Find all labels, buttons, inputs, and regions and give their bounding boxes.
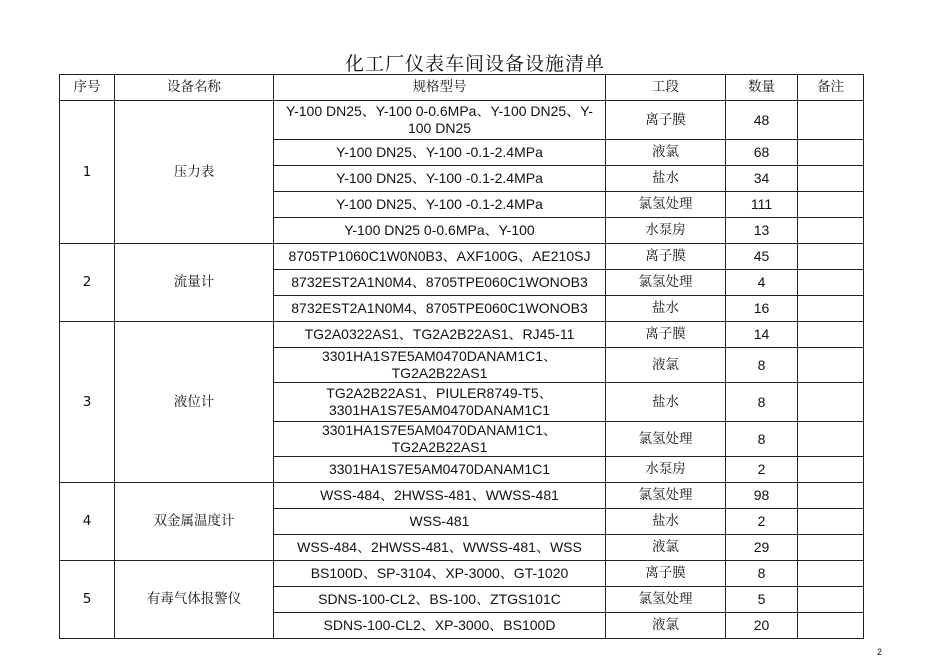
note-cell bbox=[798, 561, 864, 587]
group-name: 双金属温度计 bbox=[115, 483, 274, 561]
qty-cell: 16 bbox=[726, 296, 798, 322]
spec-cell: BS100D、SP-3104、XP-3000、GT-1020 bbox=[274, 561, 606, 587]
spec-cell: 8732EST2A1N0M4、8705TPE060C1WONOB3 bbox=[274, 296, 606, 322]
qty-cell: 8 bbox=[726, 348, 798, 383]
qty-cell: 111 bbox=[726, 192, 798, 218]
spec-cell: SDNS-100-CL2、BS-100、ZTGS101C bbox=[274, 587, 606, 613]
header-name: 设备名称 bbox=[115, 75, 274, 101]
group-no: 2 bbox=[60, 244, 115, 322]
group-no: 4 bbox=[60, 483, 115, 561]
section-cell: 氯氢处理 bbox=[606, 483, 726, 509]
table-row bbox=[60, 101, 864, 140]
header-note: 备注 bbox=[798, 75, 864, 101]
section-cell: 液氯 bbox=[606, 535, 726, 561]
spec-cell: TG2A0322AS1、TG2A2B22AS1、RJ45-11 bbox=[274, 322, 606, 348]
section-cell: 液氯 bbox=[606, 613, 726, 639]
spec-cell: Y-100 DN25、Y-100 0-0.6MPa、Y-100 DN25、Y-100 DN25 bbox=[274, 101, 606, 140]
note-cell bbox=[798, 140, 864, 166]
table-body bbox=[60, 101, 864, 639]
section-cell: 氯氢处理 bbox=[606, 270, 726, 296]
header-spec: 规格型号 bbox=[274, 75, 606, 101]
qty-cell: 5 bbox=[726, 587, 798, 613]
note-cell bbox=[798, 192, 864, 218]
qty-cell: 13 bbox=[726, 218, 798, 244]
spec-cell: Y-100 DN25 0-0.6MPa、Y-100 bbox=[274, 218, 606, 244]
qty-cell: 34 bbox=[726, 166, 798, 192]
note-cell bbox=[798, 322, 864, 348]
spec-cell: WSS-481 bbox=[274, 509, 606, 535]
qty-cell: 8 bbox=[726, 383, 798, 422]
qty-cell: 2 bbox=[726, 509, 798, 535]
qty-cell: 8 bbox=[726, 561, 798, 587]
note-cell bbox=[798, 422, 864, 457]
section-cell: 离子膜 bbox=[606, 101, 726, 140]
group-no: 3 bbox=[60, 322, 115, 483]
group-name: 有毒气体报警仪 bbox=[115, 561, 274, 639]
note-cell bbox=[798, 613, 864, 639]
note-cell bbox=[798, 270, 864, 296]
qty-cell: 45 bbox=[726, 244, 798, 270]
section-cell: 水泵房 bbox=[606, 218, 726, 244]
note-cell bbox=[798, 166, 864, 192]
section-cell: 水泵房 bbox=[606, 457, 726, 483]
table-row bbox=[60, 322, 864, 348]
spec-cell: Y-100 DN25、Y-100 -0.1-2.4MPa bbox=[274, 166, 606, 192]
note-cell bbox=[798, 457, 864, 483]
group-no: 1 bbox=[60, 101, 115, 244]
qty-cell: 14 bbox=[726, 322, 798, 348]
note-cell bbox=[798, 348, 864, 383]
group-name: 液位计 bbox=[115, 322, 274, 483]
note-cell bbox=[798, 296, 864, 322]
spec-cell: Y-100 DN25、Y-100 -0.1-2.4MPa bbox=[274, 140, 606, 166]
note-cell bbox=[798, 587, 864, 613]
qty-cell: 4 bbox=[726, 270, 798, 296]
qty-cell: 48 bbox=[726, 101, 798, 140]
note-cell bbox=[798, 535, 864, 561]
note-cell bbox=[798, 218, 864, 244]
spec-cell: TG2A2B22AS1、PIULER8749-T5、3301HA1S7E5AM0470DANAM1C1 bbox=[274, 383, 606, 422]
section-cell: 盐水 bbox=[606, 296, 726, 322]
table-row bbox=[60, 483, 864, 509]
spec-cell: WSS-484、2HWSS-481、WWSS-481 bbox=[274, 483, 606, 509]
section-cell: 离子膜 bbox=[606, 322, 726, 348]
spec-cell: 3301HA1S7E5AM0470DANAM1C1、TG2A2B22AS1 bbox=[274, 422, 606, 457]
page-number: 2 bbox=[876, 647, 882, 657]
section-cell: 液氯 bbox=[606, 348, 726, 383]
spec-cell: 3301HA1S7E5AM0470DANAM1C1、TG2A2B22AS1 bbox=[274, 348, 606, 383]
table-header-row bbox=[60, 75, 864, 101]
qty-cell: 29 bbox=[726, 535, 798, 561]
section-cell: 盐水 bbox=[606, 509, 726, 535]
spec-cell: WSS-484、2HWSS-481、WWSS-481、WSS bbox=[274, 535, 606, 561]
header-no: 序号 bbox=[60, 75, 115, 101]
spec-cell: 8705TP1060C1W0N0B3、AXF100G、AE210SJ bbox=[274, 244, 606, 270]
section-cell: 离子膜 bbox=[606, 244, 726, 270]
group-no: 5 bbox=[60, 561, 115, 639]
header-section: 工段 bbox=[606, 75, 726, 101]
header-qty: 数量 bbox=[726, 75, 798, 101]
document-title: 化工厂仪表车间设备设施清单 bbox=[344, 53, 605, 75]
note-cell bbox=[798, 383, 864, 422]
section-cell: 氯氢处理 bbox=[606, 587, 726, 613]
qty-cell: 20 bbox=[726, 613, 798, 639]
qty-cell: 8 bbox=[726, 422, 798, 457]
section-cell: 液氯 bbox=[606, 140, 726, 166]
spec-cell: 8732EST2A1N0M4、8705TPE060C1WONOB3 bbox=[274, 270, 606, 296]
section-cell: 盐水 bbox=[606, 383, 726, 422]
note-cell bbox=[798, 244, 864, 270]
table-row bbox=[60, 561, 864, 587]
section-cell: 氯氢处理 bbox=[606, 192, 726, 218]
group-name: 压力表 bbox=[115, 101, 274, 244]
section-cell: 离子膜 bbox=[606, 561, 726, 587]
note-cell bbox=[798, 483, 864, 509]
qty-cell: 98 bbox=[726, 483, 798, 509]
spec-cell: Y-100 DN25、Y-100 -0.1-2.4MPa bbox=[274, 192, 606, 218]
equipment-table bbox=[59, 74, 864, 639]
qty-cell: 68 bbox=[726, 140, 798, 166]
note-cell bbox=[798, 101, 864, 140]
group-name: 流量计 bbox=[115, 244, 274, 322]
section-cell: 氯氢处理 bbox=[606, 422, 726, 457]
note-cell bbox=[798, 509, 864, 535]
spec-cell: SDNS-100-CL2、XP-3000、BS100D bbox=[274, 613, 606, 639]
spec-cell: 3301HA1S7E5AM0470DANAM1C1 bbox=[274, 457, 606, 483]
section-cell: 盐水 bbox=[606, 166, 726, 192]
table-row bbox=[60, 244, 864, 270]
qty-cell: 2 bbox=[726, 457, 798, 483]
